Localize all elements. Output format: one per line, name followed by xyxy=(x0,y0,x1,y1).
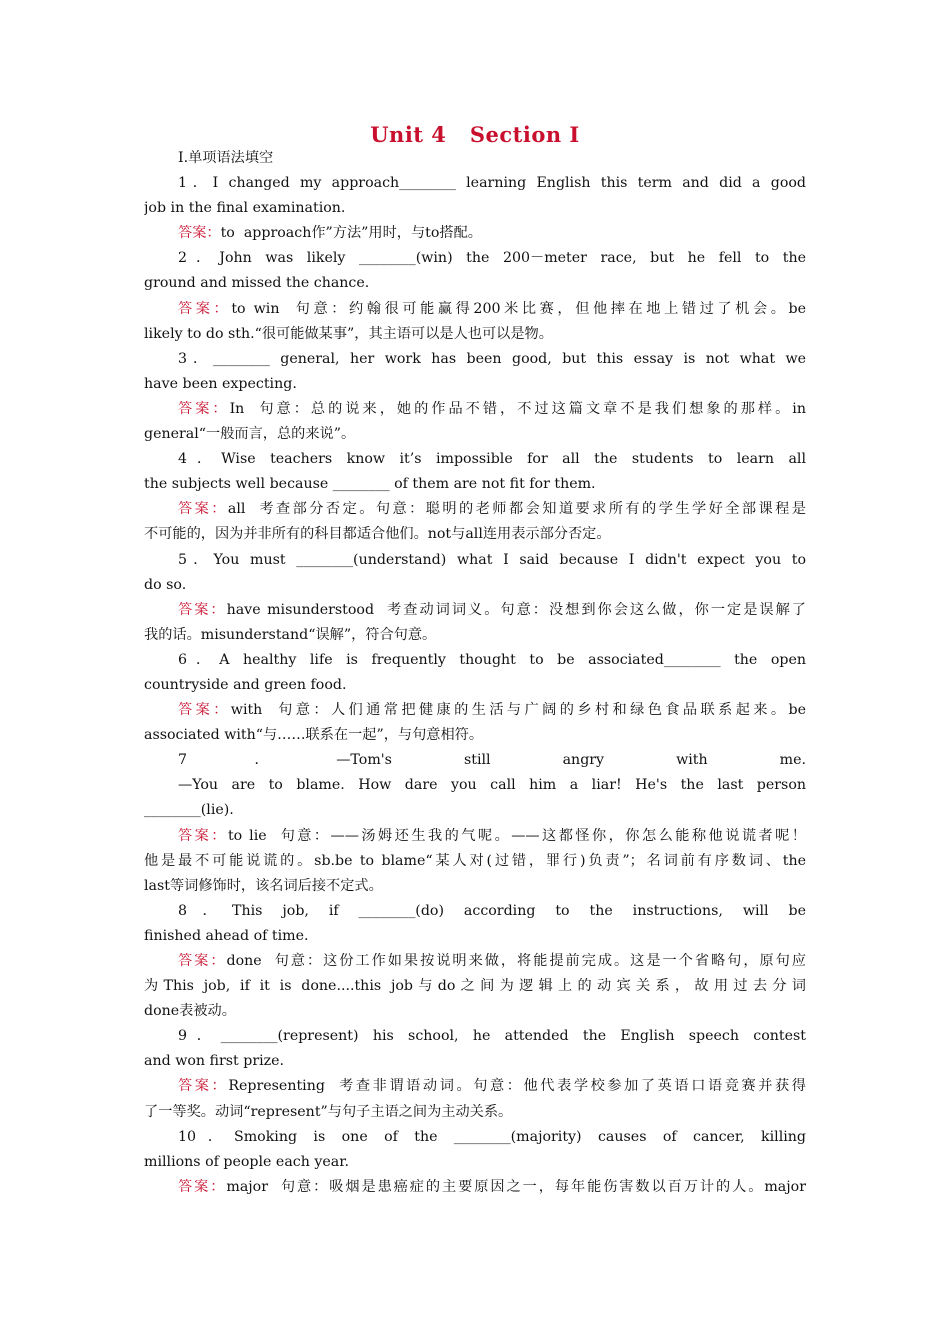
answer-text: to win 句意：约翰很可能赢得200米比赛，但他摔在地上错过了机会。be xyxy=(231,300,806,317)
question-line: finished ahead of time. xyxy=(144,927,309,944)
answer-line xyxy=(144,497,806,522)
question-line: 7．—Tom's still angry with me. xyxy=(178,752,806,769)
answer-continuation: 了一等奖。动词“represent”与句子主语之间为主动关系。 xyxy=(144,1103,513,1120)
question-line: 10．Smoking is one of the ________(majority) causes of cancer, killing xyxy=(178,1128,806,1145)
answer-line xyxy=(144,598,806,623)
answer-line xyxy=(144,949,806,974)
answer-label: 答案： xyxy=(178,601,227,618)
answer-text: have misunderstood 考查动词词义。句意：没想到你会这么做，你一定是误解了 xyxy=(226,601,806,618)
answer-continuation: 为This job, if it is done....this job与do之间为逻辑上的动宾关系，故用过去分词 xyxy=(144,978,806,995)
question-line: 5．You must ________(understand) what I said because I didn't expect you to xyxy=(178,551,806,568)
answer-text: to lie 句意：——汤姆还生我的气呢。——这都怪你，你怎么能称他说谎者呢！ xyxy=(227,827,806,844)
question-line: 1．I changed my approach________ learning English this term and did a good xyxy=(178,175,806,192)
answer-continuation: general“一般而言，总的来说”。 xyxy=(144,426,356,443)
question-line: do so. xyxy=(144,576,187,593)
question-line: ________(lie). xyxy=(144,802,234,819)
answer-label: 答案： xyxy=(178,300,232,317)
answer-continuation: done表被动。 xyxy=(144,1003,236,1020)
question-line: and won first prize. xyxy=(144,1053,285,1070)
question-line: 3．________ general, her work has been good, but this essay is not what we xyxy=(178,350,806,367)
answer-label: 答案： xyxy=(178,827,228,844)
question-line: 6．A healthy life is frequently thought to be associated________ the open xyxy=(178,651,806,668)
question-line: 9．________(represent) his school, he attended the English speech contest xyxy=(178,1028,806,1045)
answer-text: all 考查部分否定。句意：聪明的老师都会知道要求所有的学生学好全部课程是 xyxy=(227,501,806,518)
question-line: 8．This job, if ________(do) according to the instructions, will be xyxy=(178,902,806,919)
question-line: ground and missed the chance. xyxy=(144,275,370,292)
answer-line xyxy=(144,698,806,723)
question-line: —You are to blame. How dare you call him a liar! He's the last person xyxy=(178,777,806,794)
answer-continuation: last等词修饰时，该名词后接不定式。 xyxy=(144,877,383,894)
answer-continuation: 我的话。misunderstand“误解”，符合句意。 xyxy=(144,626,437,643)
question-line: millions of people each year. xyxy=(144,1153,349,1170)
answer-line xyxy=(144,824,806,849)
answer-label: 答案： xyxy=(178,225,221,242)
answer-line xyxy=(144,397,806,422)
answer-line xyxy=(144,1175,806,1200)
answer-text: to approach作”方法”用时，与to搭配。 xyxy=(220,225,482,242)
page-title: Unit 4 Section Ⅰ xyxy=(370,122,580,147)
answer-continuation: 不可能的，因为并非所有的科目都适合他们。not与all连用表示部分否定。 xyxy=(144,526,611,543)
question-line: 4．Wise teachers know it’s impossible for all the students to learn all xyxy=(178,451,806,468)
answer-line xyxy=(144,221,806,246)
question-line: countryside and green food. xyxy=(144,676,347,693)
answer-text: done 句意：这份工作如果按说明来做，将能提前完成。这是一个省略句，原句应 xyxy=(226,953,806,969)
question-line: job in the final examination. xyxy=(144,200,346,217)
answer-continuation: likely to do sth.“很可能做某事”，其主语可以是人也可以是物。 xyxy=(144,325,553,342)
answer-label: 答案： xyxy=(178,400,230,417)
answer-text: In 句意：总的说来，她的作品不错，不过这篇文章不是我们想象的那样。in xyxy=(229,400,806,417)
answer-continuation: 他是最不可能说谎的。sb.be to blame“某人对(过错，罪行)负责”；名词前有序数词、the xyxy=(144,852,806,869)
answer-label: 答案： xyxy=(178,953,227,969)
question-line: have been expecting. xyxy=(144,375,297,392)
section-heading: Ⅰ.单项语法填空 xyxy=(178,150,274,166)
answer-label: 答案： xyxy=(178,702,231,719)
answer-continuation: associated with“与……联系在一起”，与句意相符。 xyxy=(144,727,484,744)
answer-line xyxy=(144,1074,806,1099)
question-line: 2．John was likely ________(win) the 200－meter race, but he fell to the xyxy=(178,250,806,267)
question-line: the subjects well because ________ of them are not fit for them. xyxy=(144,476,596,493)
answer-text: with 句意：人们通常把健康的生活与广阔的乡村和绿色食品联系起来。be xyxy=(230,702,806,719)
answer-text: Representing 考查非谓语动词。句意：他代表学校参加了英语口语竞赛并获得 xyxy=(228,1078,806,1095)
answer-text: major 句意：吸烟是患癌症的主要原因之一，每年能伤害数以百万计的人。major xyxy=(226,1178,806,1195)
answer-label: 答案： xyxy=(178,1178,227,1195)
answer-label: 答案： xyxy=(178,501,228,518)
answer-line xyxy=(144,297,806,322)
answer-label: 答案： xyxy=(178,1078,229,1095)
exercise-content xyxy=(144,146,806,1200)
